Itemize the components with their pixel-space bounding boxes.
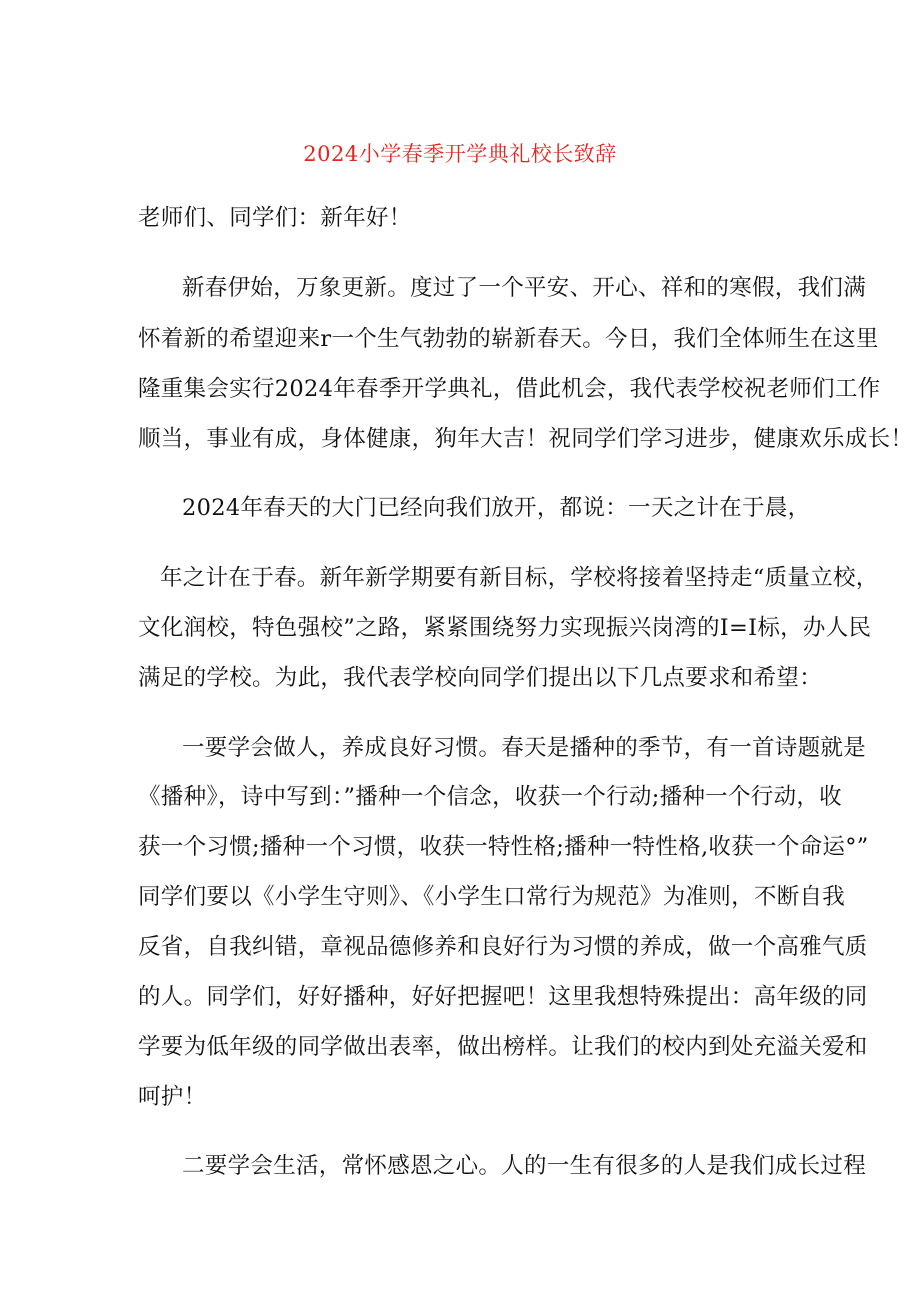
paragraph-line: 顺当，事业有成，身体健康，狗年大吉！祝同学们学习进步，健康欢乐成长！ (138, 426, 914, 452)
paragraph-line: 的人。同学们，好好播种，好好把握吧！这里我想特殊提出：高年级的同 (138, 984, 868, 1010)
paragraph-line: 学要为低年级的同学做出表率，做出榜样。让我们的校内到处充溢关爱和 (138, 1034, 868, 1060)
paragraph-line: 同学们要以《小学生守则》、《小学生口常行为规范》为准则，不断自我 (138, 884, 846, 910)
paragraph-line: 2024年春天的大门已经向我们放开，都说：一天之计在于晨， (182, 495, 811, 521)
paragraph-line: 年之计在于春。新年新学期要有新目标，学校将接着坚持走“质量立校， (160, 565, 879, 591)
paragraph-line: 新春伊始，万象更新。度过了一个平安、开心、祥和的寒假，我们满 (182, 275, 867, 301)
paragraph-line: 怀着新的希望迎来r一个生气勃勃的崭新春天。今日，我们全体师生在这里 (138, 326, 879, 352)
paragraph-line: 文化润校，特色强校”之路，紧紧围绕努力实现振兴岗湾的I=I标，办人民 (138, 615, 872, 641)
paragraph-line: 呵护！ (138, 1084, 207, 1110)
paragraph-line: 获一个习惯;播种一个习惯，收获一特性格;播种一特性格,收获一个命运°” (138, 834, 869, 860)
document-title: 2024小学春季开学典礼校长致辞 (303, 142, 617, 166)
paragraph-line: 满足的学校。为此，我代表学校向同学们提出以下几点要求和希望： (138, 665, 823, 691)
paragraph-line: 隆重集会实行2024年春季开学典礼，借此机会，我代表学校祝老师们工作 (138, 376, 881, 402)
paragraph-line: 反省，自我纠错，章视品德修养和良好行为习惯的养成，做一个高雅气质 (138, 934, 868, 960)
paragraph-line: 《播种》，诗中写到：”播种一个信念，收获一个行动;播种一个行动，收 (138, 784, 842, 810)
greeting-line: 老师们、同学们：新年好！ (138, 205, 412, 231)
paragraph-line: 二要学会生活，常怀感恩之心。人的一生有很多的人是我们成长过程 (182, 1153, 867, 1179)
paragraph-line: 一要学会做人，养成良好习惯。春天是播种的季节，有一首诗题就是 (182, 735, 867, 761)
